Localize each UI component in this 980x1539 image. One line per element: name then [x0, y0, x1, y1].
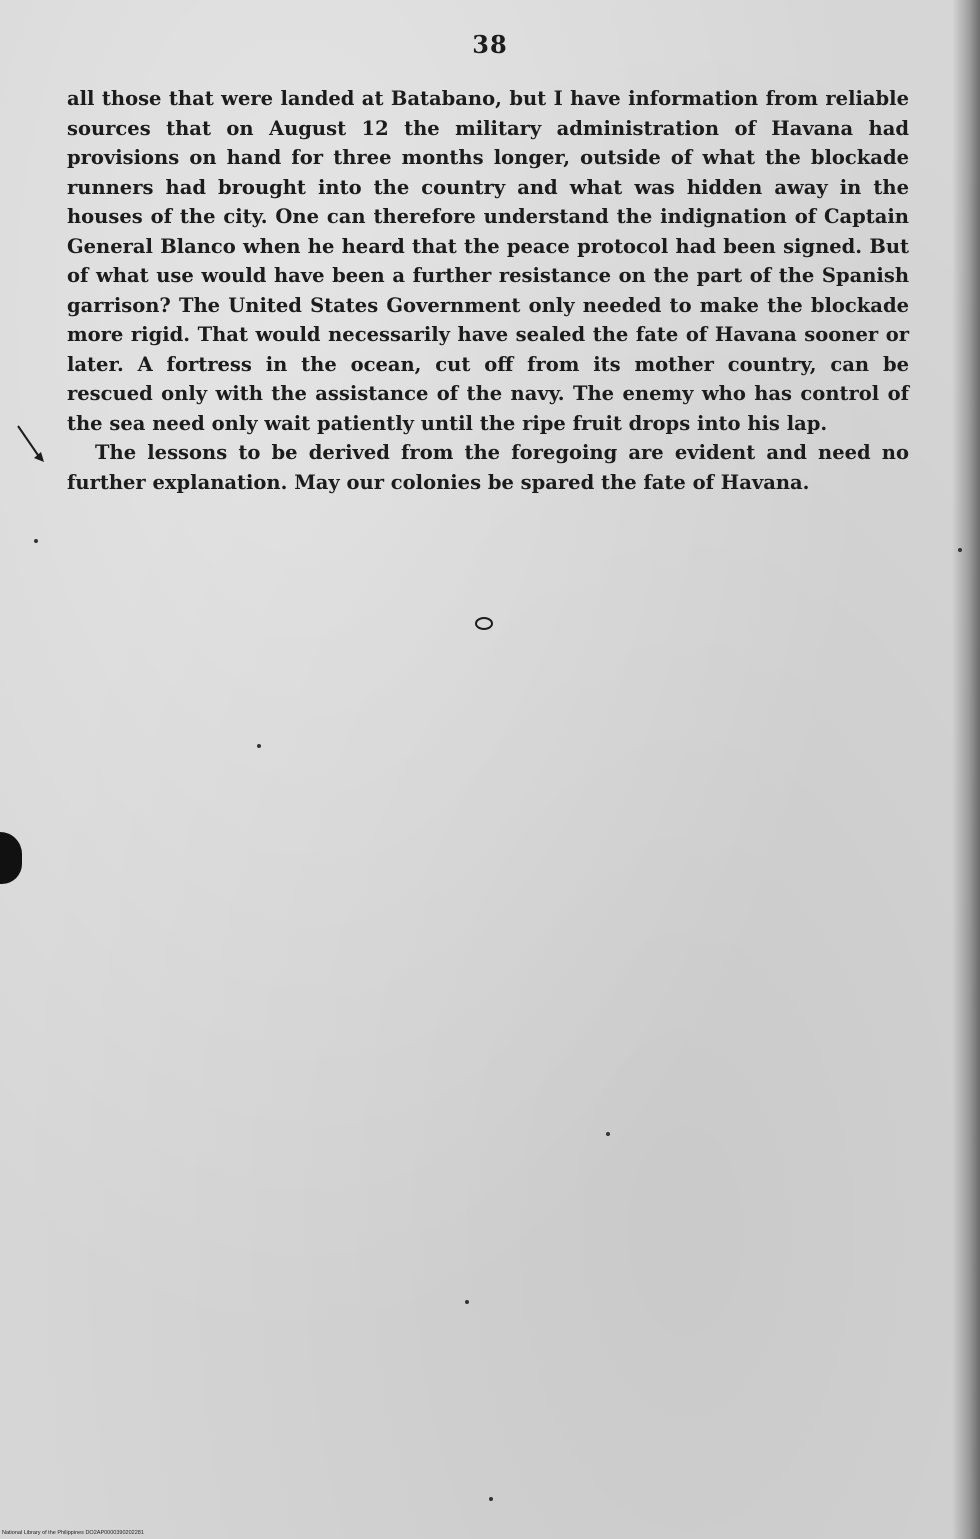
page-number: 38: [472, 30, 508, 59]
scan-footer: National Library of the Philippines DO2AP0000390202281: [2, 1530, 144, 1536]
speck: [34, 539, 38, 543]
page-edge-shadow: [952, 0, 980, 1539]
speck: [958, 548, 962, 552]
speck: [257, 744, 261, 748]
speck: [606, 1132, 610, 1136]
speck: [489, 1497, 493, 1501]
speck: [465, 1300, 469, 1304]
margin-arrow-mark: [14, 424, 54, 464]
paragraph-1: all those that were landed at Batabano, but I have information from reliable sources that on August 12 the military administration of Havana had provisions on hand for three months longer, outside of what the blockade runners had brought into the country and what was hidden away in the houses of the city. One can therefore understand the indignation of Captain General Blanco when he heard that the peace protocol had been signed. But of what use would have been a further resistance on the part of the Spanish garrison? The United States Government only needed to make the blockade more rigid. That would necessarily have sealed the fate of Havana sooner or later. A fortress in the ocean, cut off from its mother country, can be rescued only with the assistance of the navy. The enemy who has control of the sea need only wait patiently until the ripe fruit drops into his lap.: [67, 87, 909, 435]
body-text: [67, 84, 909, 497]
end-ornament: [475, 617, 493, 630]
paragraph-2: The lessons to be derived from the foregoing are evident and need no further explanation. May our colonies be spared the fate of Havana.: [67, 441, 909, 494]
binding-blot: [0, 832, 22, 884]
